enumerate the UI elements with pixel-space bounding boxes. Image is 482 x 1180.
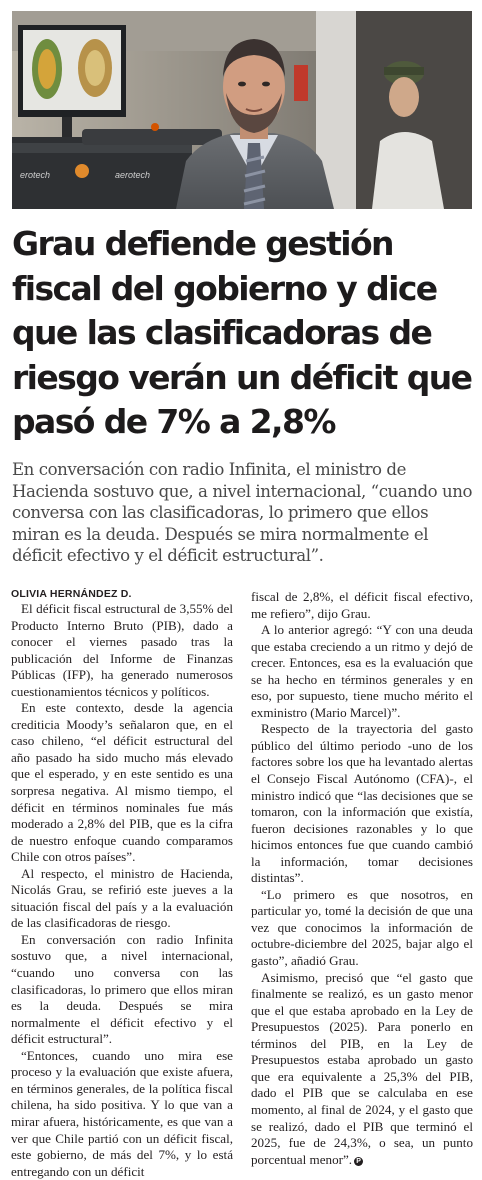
article-column-right xyxy=(251,589,473,1168)
body-paragraph: Al respecto, el ministro de Hacienda, Nicolás Grau, se refirió este jueves a la situación fiscal del país y a la evaluación de las clasificadoras de riesgo. xyxy=(11,865,233,931)
article-column-left xyxy=(11,587,233,1180)
article-headline: Grau defiende gestión fiscal del gobierno y dice que las clasificadoras de riesgo verán un déficit que pasó de 7% a 2,8% xyxy=(12,224,472,441)
body-paragraph-last xyxy=(251,970,473,1169)
body-paragraph: Respecto de la trayectoria del gasto público del último periodo -uno de los factores sobre los que ha levantado alertas el Consejo Fiscal Autónomo (CFA)-, el ministro indicó que “las decisiones que se tomaron, con la información que existía, fueron decisiones razonables y lo que hicimos entonces fue que cuando cambió la información, tomar decisiones distintas”. xyxy=(251,721,473,886)
article-photo xyxy=(12,11,472,209)
body-paragraph: A lo anterior agregó: “Y con una deuda que estaba creciendo a un ritmo y dejó de crecer. Entonces, esa es la evaluación que se ha hecho en términos generales y en eso, por supuesto, tiene mucho mérito el exministro (Mario Marcel)”. xyxy=(251,622,473,720)
article-lede: En conversación con radio Infinita, el ministro de Hacienda sostuvo que, a nivel internacional, “cuando uno conversa con las clasificadoras, lo primero que ellos miran es la deuda. Después se mira normalmente el déficit efectivo y el déficit estructural”. xyxy=(12,460,473,565)
screen-brand: erotech xyxy=(20,170,51,180)
body-paragraph: fiscal de 2,8%, el déficit fiscal efectivo, me refiero”, dijo Grau. xyxy=(251,589,473,621)
body-paragraph: “Lo primero es que nosotros, en particular yo, tomé la decisión de que una vez que conocimos la información de octubre-diciembre del 2025, bajar algo el gasto”, añadió Grau. xyxy=(251,886,473,969)
body-paragraph: En conversación con radio Infinita sostuvo que, a nivel internacional, “cuando uno conversa con las clasificadoras, lo primero que ellos miran es la deuda. Después se mira normalmente el déficit efectivo y el déficit estructural”. xyxy=(11,931,233,1047)
body-paragraph: El déficit fiscal estructural de 3,55% del Producto Interno Bruto (PIB), dado a conocer el viernes pasado tras la publicación del Informe de Finanzas Públicas (IFP), ha generado numerosos cuestionamientos técnicos y políticos. xyxy=(11,601,233,699)
end-mark-icon: P xyxy=(354,1157,363,1166)
body-paragraph: “Entonces, cuando uno mira ese proceso y la evaluación que existe afuera, en términos generales, de la política fiscal chilena, ha sido positiva. Y lo que van a mirar afuera, históricamente, es que van a ver que Chile partió con un déficit fiscal, este gobierno, de más del 7%, y lo está entregando con un déficit xyxy=(11,1047,233,1179)
body-paragraph-text: Asimismo, precisó que “el gasto que finalmente se realizó, es un gasto menor que el que estaba aprobado en la Ley de Presupuestos (2025). Para ponerlo en términos del PIB, en la Ley de Presupuestos estaba aprobado un gasto que era equivalente a 25,3% del PIB, dado el PIB que se calculaba en ese momento, al final de 2024, y el gasto que se realizó, dado el PIB que terminó el 2025, fue de 24,3%, o sea, un punto porcentual menor”. xyxy=(251,969,473,1167)
article-byline: OLIVIA HERNÁNDEZ D. xyxy=(11,588,132,600)
machine-brand: aerotech xyxy=(115,170,151,180)
photo-illustration xyxy=(12,11,472,209)
body-paragraph: En este contexto, desde la agencia crediticia Moody’s señalaron que, en el caso chileno, “el déficit estructural del año pasado ha sido mucho más elevado que el esperado, y en este sentido es una sorpresa negativa. Al mismo tiempo, el déficit en términos nominales fue más moderado a 2,8% del PIB, que es la cifra de nuestro enfoque cuando comparamos Chile con otros países”. xyxy=(11,700,233,865)
